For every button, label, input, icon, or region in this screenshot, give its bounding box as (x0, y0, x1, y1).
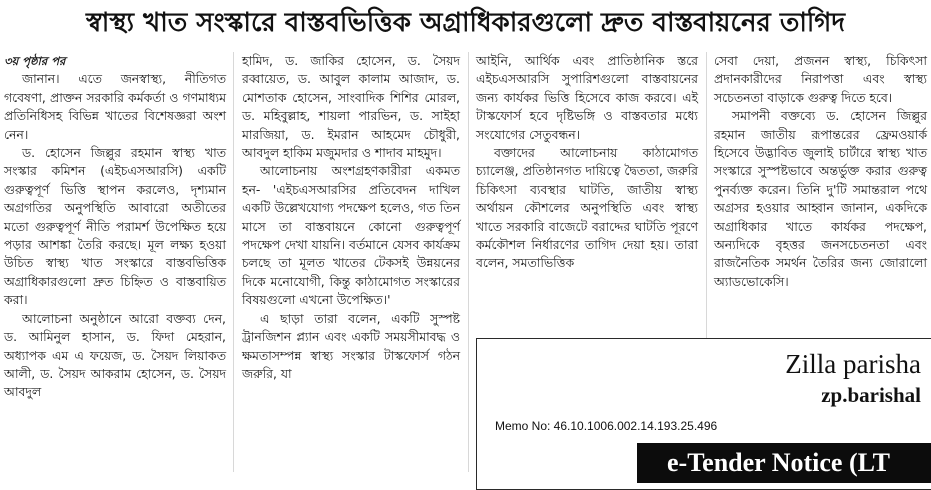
paragraph: ড. হোসেন জিল্লুর রহমান স্বাস্থ্য খাত সংস্কার কমিশন (এইচএসআরসি) একটি গুরুত্বপূর্ণ ভিত্তি স্থাপন করলেও, দৃশ্যমান অগ্রগতির অনুপস্থিতি আবারো অতীতের মতো গুরুত্বপূর্ণ নীতি পরামর্শ উপেক্ষিত হয়ে পড়ার আশঙ্কা তৈরি করছে। মূল লক্ষ্য হওয়া উচিত স্বাস্থ্য খাত সংস্কারে বাস্তবভিত্তিক অগ্রাধিকারগুলো দ্রুত চিহ্নিত ও বাস্তবায়িত করা। (4, 145, 226, 308)
article-column-2 (242, 52, 460, 383)
advert-title: Zilla parisha (785, 349, 921, 379)
article-column-4 (714, 52, 927, 291)
column-divider (233, 52, 234, 472)
paragraph: আইনি, আর্থিক এবং প্রাতিষ্ঠানিক স্তরে এইচএসআরসি সুপারিশগুলো বাস্তবায়নের জন্য কার্যকর ভিত্তি হিসেবে কাজ করবে। এই টাস্কফোর্স হবে দৃষ্টিভঙ্গি ও বাস্তবতার মধ্যে সংযোগের সেতুবন্ধন। (476, 53, 698, 142)
column-divider (468, 52, 469, 472)
tender-notice-advert (476, 338, 931, 490)
article-column-3 (476, 52, 698, 273)
paragraph: আলোচনায় অংশগ্রহণকারীরা একমত হন- 'এইচএসআরসির প্রতিবেদন দাখিল একটি উল্লেখযোগ্য পদক্ষেপ হলেও, গত তিন মাসে তা বাস্তবায়নে কোনো গুরুত্বপূর্ণ পদক্ষেপ দেখা যায়নি। বর্তমানে যেসব কার্যক্রম চলছে তা মূলত খাতের টেকসই উন্নয়নের দিকে মনোযোগী, কিন্তু কাঠামোগত সংস্কারের বিষয়গুলো এখনো উপেক্ষিত।' (242, 163, 460, 308)
continued-from-label: ৩য় পৃষ্ঠার পর (4, 54, 66, 68)
paragraph: সেবা দেয়া, প্রজনন স্বাস্থ্য, চিকিৎসা প্রদানকারীদের নিরাপত্তা এবং স্বাস্থ্য সচেতনতা বাড়াকে গুরুত্ব দিতে হবে। (714, 53, 927, 105)
paragraph: হামিদ, ড. জাকির হোসেন, ড. সৈয়দ রব্বায়েত, ড. আবুল কালাম আজাদ, ড. মোশতাক হোসেন, সাংবাদিক শিশির মোরল, ড. মহিবুল্লাহ, শায়লা পারভিন, ড. সাইহা মারজিয়া, ড. ইমরান আহমেদ চৌধুরী, আবদুল হাকিম মজুমদার ও শাদাব মাহমুদ। (242, 53, 460, 161)
paragraph: আলোচনা অনুষ্ঠানে আরো বক্তব্য দেন, ড. আমিনুল হাসান, ড. ফিদা মেহরান, অধ্যাপক এম এ ফয়েজ, ড. সৈয়দ লিয়াকত আলী, ড. সৈয়দ আকরাম হোসেন, ড. সৈয়দ আবদুল (4, 310, 226, 400)
advert-website: zp.barishal (821, 383, 921, 407)
paragraph: জানান। এতে জনস্বাস্থ্য, নীতিগত গবেষণা, প্রাক্তন সরকারি কর্মকর্তা ও গণমাধ্যম প্রতিনিধিসহ বিভিন্ন খাতের বিশেষজ্ঞরা অংশ নেন। (4, 71, 226, 142)
memo-number: Memo No: 46.10.1006.002.14.193.25.496 (495, 419, 718, 433)
article-column-1 (4, 52, 226, 402)
paragraph: এ ছাড়া তারা বলেন, একটি সুস্পষ্ট ট্রানজিশন প্ল্যান এবং একটি সময়সীমাবদ্ধ ও ক্ষমতাসম্পন্ন স্বাস্থ্য সংস্কার টাস্কফোর্স গঠন জরুরি, যা (242, 310, 460, 381)
article-headline: স্বাস্থ্য খাত সংস্কারে বাস্তবভিত্তিক অগ্রাধিকারগুলো দ্রুত বাস্তবায়নের তাগিদ (85, 8, 846, 38)
notice-banner: e-Tender Notice (LT (637, 443, 931, 483)
paragraph: সমাপনী বক্তব্যে ড. হোসেন জিল্লুর রহমান জাতীয় রূপান্তরের ফ্রেমওয়ার্ক হিসেবে উদ্ভাবিত জুলাই চার্টারে স্বাস্থ্য খাত সংস্কারে সুস্পষ্টভাবে অন্তর্ভুক্ত করার গুরুত্ব পুনর্ব্যক্ত করেন। তিনি দু'টি সমান্তরাল পথে অগ্রসর হওয়ার আহ্বান জানান, একদিকে অগ্রাধিকার খাতে কার্যকর পদক্ষেপ, অন্যদিকে বৃহত্তর জনসচেতনতা এবং রাজনৈতিক সমর্থন তৈরির জন্য জোরালো অ্যাডভোকেসি। (714, 108, 927, 289)
paragraph: বক্তাদের আলোচনায় কাঠামোগত চ্যালেঞ্জ, প্রতিষ্ঠানগত দায়িত্বে দ্বৈততা, জরুরি চিকিৎসা ব্যবস্থার ঘাটতি, জাতীয় স্বাস্থ্য অর্থায়ন কৌশলের অনুপস্থিতি এবং স্বাস্থ্য খাতে সরকারি বাজেটে বরাদ্দের ঘাটতি পূরণে কর্মকৌশল নির্ধারণের তাগিদ দেয়া হয়। তারা বলেন, সমতাভিত্তিক (476, 145, 698, 271)
